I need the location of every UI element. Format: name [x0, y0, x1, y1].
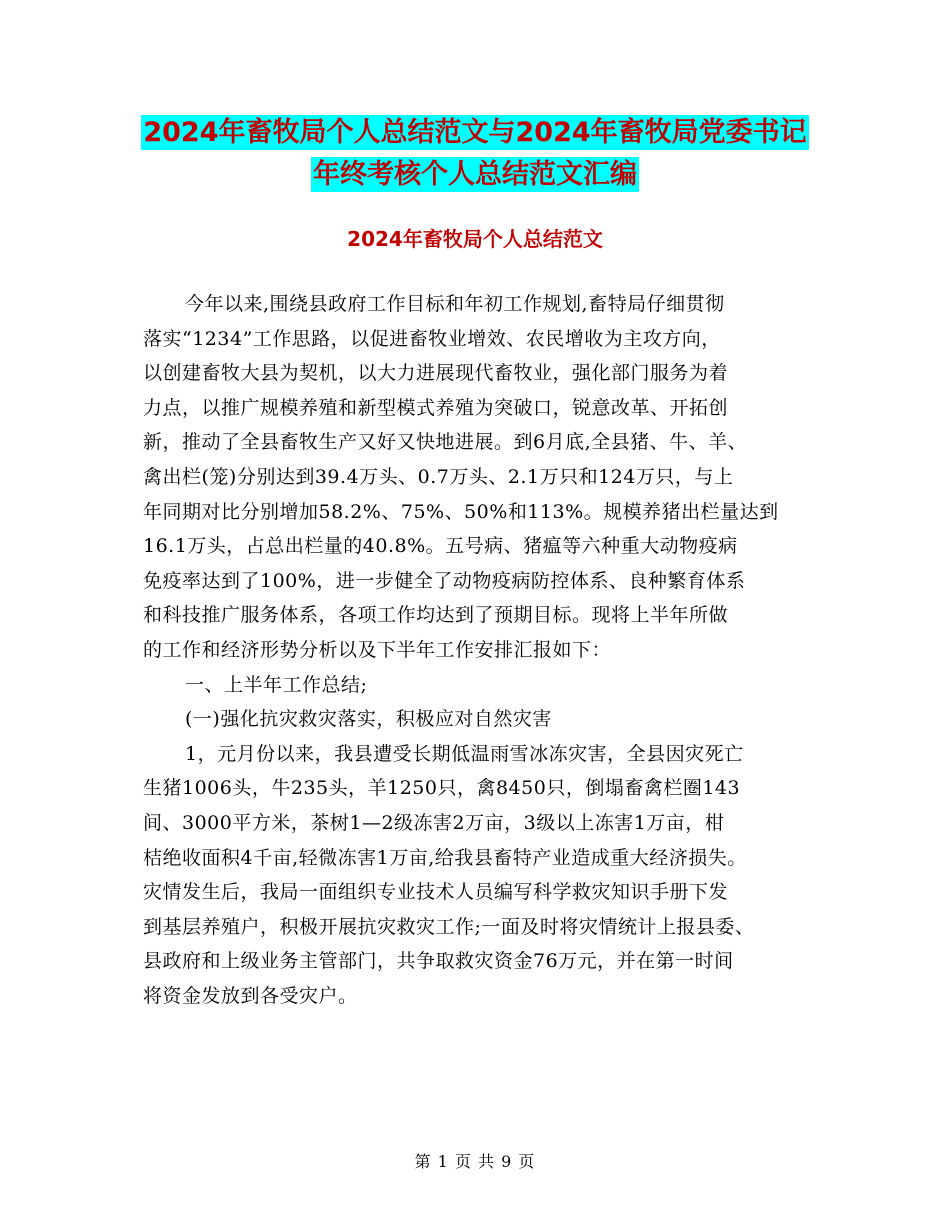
- paragraph-line: 生猪1006头，牛235头，羊1250只，禽8450只，倒塌畜禽栏圈143: [143, 777, 741, 800]
- paragraph-line: 1，元月份以来，我县遭受长期低温雨雪冰冻灾害，全县因灾死亡: [185, 742, 744, 765]
- paragraph-line: 将资金发放到各受灾户。: [143, 984, 358, 1007]
- section-title: 2024年畜牧局个人总结范文: [347, 227, 603, 251]
- paragraph-line: 和科技推广服务体系，各项工作均达到了预期目标。现将上半年所做: [143, 604, 729, 627]
- title-highlight: 2024年畜牧局个人总结范文与2024年畜牧局党委书记: [143, 117, 807, 148]
- paragraph-line: 县政府和上级业务主管部门，共争取救灾资金76万元，并在第一时间: [143, 950, 734, 973]
- paragraph-line: 年同期对比分别增加58.2%、75%、50%和113%。规模养猪出栏量达到: [143, 500, 779, 523]
- title-highlight: 年终考核个人总结范文汇编: [313, 159, 637, 190]
- paragraph-line: 免疫率达到了100%，进一步健全了动物疫病防控体系、良种繁育体系: [143, 569, 746, 592]
- body-text: [143, 287, 833, 1013]
- paragraph-line: 桔绝收面积4千亩,轻微冻害1万亩,给我县畜特产业造成重大经济损失。: [143, 846, 747, 869]
- paragraph-line: 落实“1234”工作思路，以促进畜牧业增效、农民增收为主攻方向，: [143, 327, 721, 350]
- paragraph-line: 16.1万头，占总出栏量的40.8%。五号病、猪瘟等六种重大动物疫病: [143, 535, 738, 558]
- page-number-footer: 第 1 页 共 9 页: [414, 1152, 536, 1171]
- paragraph-line: 禽出栏(笼)分别达到39.4万头、0.7万头、2.1万只和124万只，与上: [143, 465, 734, 488]
- paragraph-line: 的工作和经济形势分析以及下半年工作安排汇报如下：: [143, 638, 612, 661]
- subsection-heading: (一)强化抗灾救灾落实，积极应对自然灾害: [185, 708, 552, 731]
- paragraph-line: 间、3000平方米，茶树1—2级冻害2万亩，3级以上冻害1万亩，柑: [143, 811, 725, 834]
- document-title-line-1: [0, 110, 950, 156]
- paragraph-line: 新，推动了全县畜牧生产又好又快地进展。到6月底,全县猪、牛、羊、: [143, 431, 748, 454]
- paragraph-line: 今年以来,围绕县政府工作目标和年初工作规划,畜特局仔细贯彻: [185, 293, 725, 315]
- document-title-line-2: [0, 152, 950, 198]
- section-heading: 一、上半年工作总结;: [185, 673, 368, 696]
- paragraph-line: 以创建畜牧大县为契机，以大力进展现代畜牧业，强化部门服务为着: [143, 362, 729, 385]
- paragraph-line: 到基层养殖户，积极开展抗灾救灾工作;一面及时将灾情统计上报县委、: [143, 915, 755, 938]
- paragraph-line: 灾情发生后，我局一面组织专业技术人员编写科学救灾知识手册下发: [143, 881, 729, 904]
- paragraph-line: 力点，以推广规模养殖和新型模式养殖为突破口，锐意改革、开拓创: [143, 396, 729, 419]
